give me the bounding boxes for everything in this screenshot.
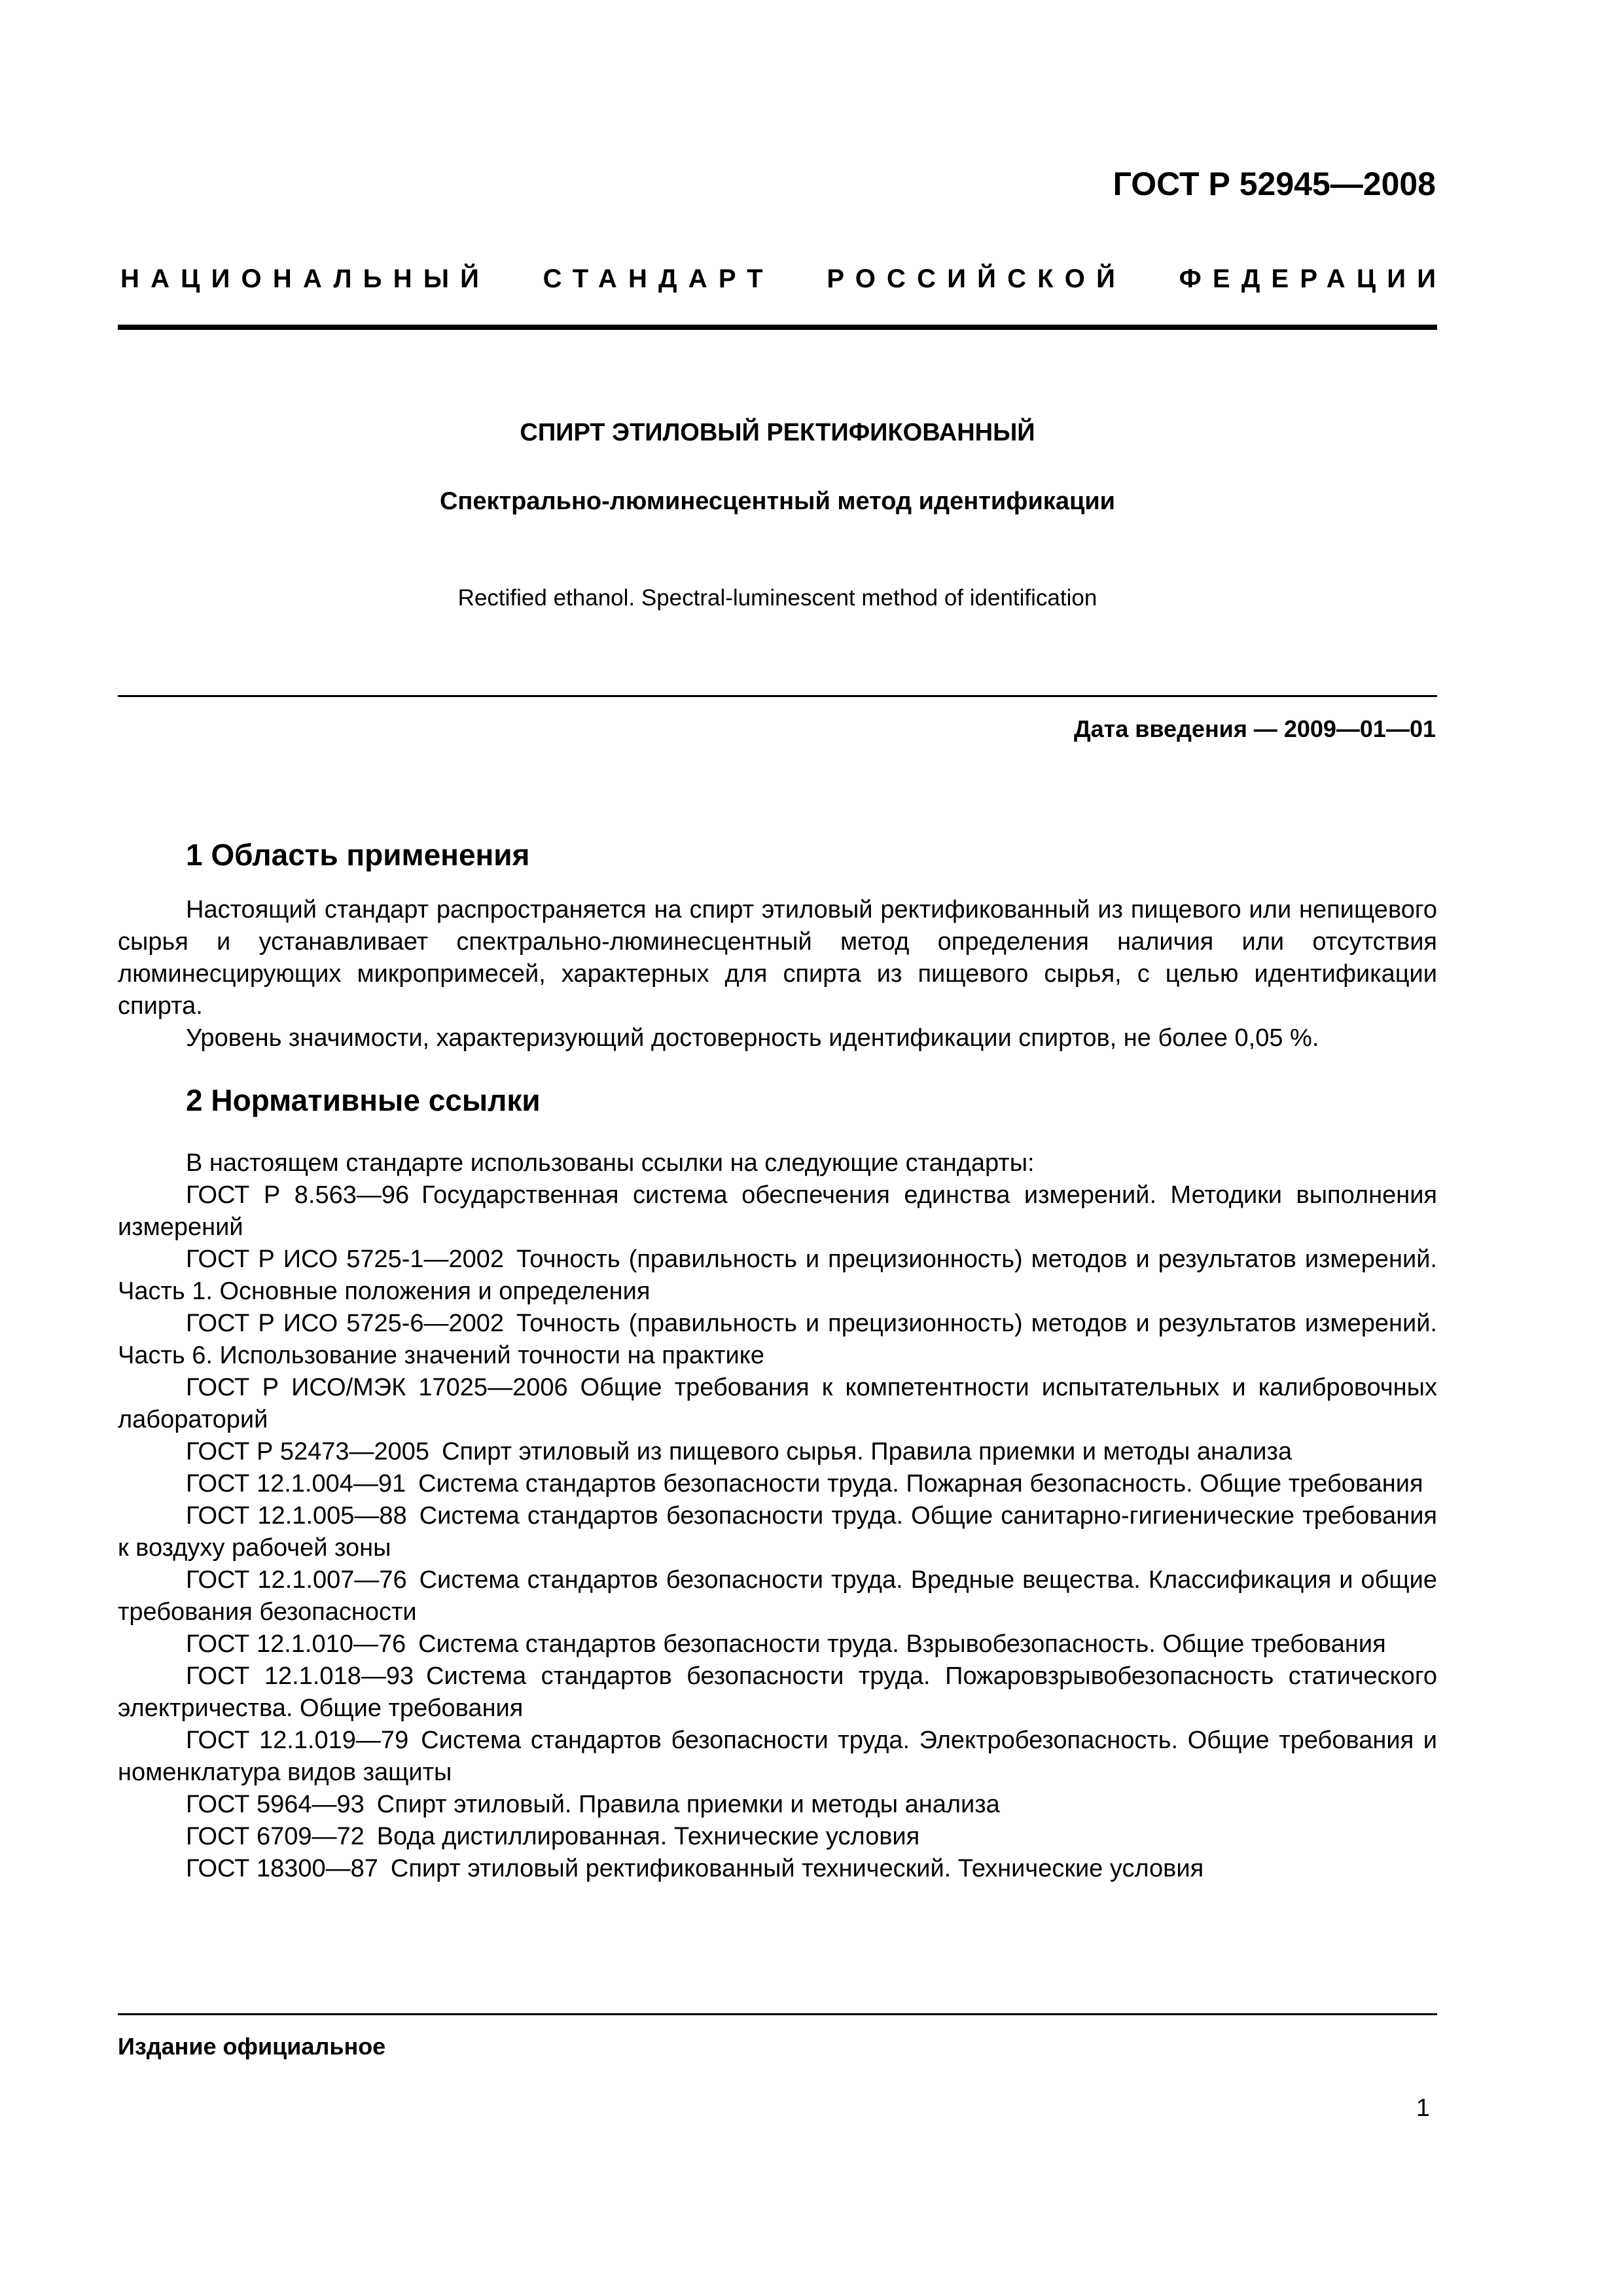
national-title-word: РОССИЙСКОЙ <box>827 264 1127 293</box>
reference-title: Спирт этиловый ректификованный технический. Технические условия <box>390 1855 1204 1882</box>
reference-title: Спирт этиловый из пищевого сырья. Правила приемки и методы анализа <box>442 1438 1293 1465</box>
reference-title: Система стандартов безопасности труда. Электробезопасность. Общие требования и номенклатура видов защиты <box>118 1727 1437 1786</box>
reference-item <box>118 1789 1437 1821</box>
reference-item <box>118 1436 1437 1468</box>
reference-item <box>118 1853 1437 1885</box>
document-body <box>118 835 1437 1885</box>
reference-item <box>118 1821 1437 1853</box>
national-standard-title <box>120 264 1448 294</box>
paragraph: Настоящий стандарт распространяется на спирт этиловый ректификованный из пищевого или непищевого сырья и устанавливает спектрально-люминесцентный метод определения наличия или отсутствия люминесцирующих микропримесей, характерных для спирта из пищевого сырья, с целью идентификации спирта. <box>118 896 1437 1020</box>
reference-item <box>118 1660 1437 1725</box>
reference-item <box>118 1179 1437 1244</box>
reference-code: ГОСТ Р 52473—2005 <box>186 1438 430 1465</box>
reference-item <box>118 1725 1437 1789</box>
national-title-word: СТАНДАРТ <box>543 264 774 293</box>
reference-code: ГОСТ 12.1.004—91 <box>186 1470 406 1498</box>
reference-code: ГОСТ Р ИСО 5725-6—2002 <box>186 1310 505 1337</box>
national-title-word: НАЦИОНАЛЬНЫЙ <box>120 264 491 293</box>
reference-code: ГОСТ 12.1.005—88 <box>186 1502 407 1530</box>
document-code: ГОСТ Р 52945—2008 <box>1113 166 1436 202</box>
reference-title: Спирт этиловый. Правила приемки и методы анализа <box>376 1791 1000 1818</box>
references-intro: В настоящем стандарте использованы ссылки на следующие стандарты: <box>186 1149 1035 1177</box>
paragraph: Уровень значимости, характеризующий достоверность идентификации спиртов, не более 0,05 %. <box>186 1024 1319 1052</box>
reference-title: Точность (правильность и прецизионность) методов и результатов измерений. Часть 1. Основные положения и определения <box>118 1246 1437 1305</box>
reference-code: ГОСТ Р ИСО 5725-1—2002 <box>186 1246 505 1273</box>
reference-title: Точность (правильность и прецизионность) методов и результатов измерений. Часть 6. Использование значений точности на практике <box>118 1310 1437 1369</box>
reference-code: ГОСТ 12.1.019—79 <box>186 1727 409 1754</box>
reference-item <box>118 1468 1437 1500</box>
reference-title: Система стандартов безопасности труда. Пожарная безопасность. Общие требования <box>418 1470 1423 1498</box>
reference-code: ГОСТ 12.1.007—76 <box>186 1566 407 1594</box>
reference-title: Государственная система обеспечения единства измерений. Методики выполнения измерений <box>118 1181 1437 1241</box>
title-divider <box>118 695 1437 697</box>
reference-code: ГОСТ 12.1.010—76 <box>186 1630 406 1658</box>
national-title-word: ФЕДЕРАЦИИ <box>1179 264 1448 293</box>
footer-divider <box>118 2013 1437 2015</box>
reference-title: Система стандартов безопасности труда. Вредные вещества. Классификация и общие требования безопасности <box>118 1566 1437 1626</box>
reference-item <box>118 1564 1437 1628</box>
reference-item <box>118 1500 1437 1564</box>
reference-title: Вода дистиллированная. Технические условия <box>376 1823 920 1850</box>
reference-title: Система стандартов безопасности труда. Взрывобезопасность. Общие требования <box>418 1630 1386 1658</box>
reference-title: Система стандартов безопасности труда. Общие санитарно-гигиенические требования к воздуху рабочей зоны <box>118 1502 1437 1562</box>
reference-item <box>118 1628 1437 1660</box>
reference-code: ГОСТ Р ИСО/МЭК 17025—2006 <box>186 1374 568 1401</box>
reference-title: Система стандартов безопасности труда. Пожаровзрывобезопасность статического электричества. Общие требования <box>118 1662 1437 1722</box>
reference-list <box>118 1179 1437 1885</box>
reference-code: ГОСТ 12.1.018—93 <box>186 1662 414 1690</box>
reference-code: ГОСТ 18300—87 <box>186 1855 378 1882</box>
section-references-body <box>118 1147 1437 1885</box>
section-scope-body <box>118 894 1437 1054</box>
introduction-date: Дата введения — 2009—01—01 <box>1073 715 1436 742</box>
reference-code: ГОСТ Р 8.563—96 <box>186 1181 410 1209</box>
reference-title: Общие требования к компетентности испытательных и калибровочных лабораторий <box>118 1374 1437 1433</box>
reference-item <box>118 1372 1437 1436</box>
reference-item <box>118 1308 1437 1372</box>
official-edition-label: Издание официальное <box>118 2033 386 2060</box>
document-title: СПИРТ ЭТИЛОВЫЙ РЕКТИФИКОВАННЫЙ <box>520 419 1035 446</box>
document-title-english: Rectified ethanol. Spectral-luminescent method of identification <box>457 585 1097 611</box>
reference-item <box>118 1244 1437 1308</box>
page-number: 1 <box>1416 2094 1430 2122</box>
reference-code: ГОСТ 6709—72 <box>186 1823 365 1850</box>
document-subtitle: Спектрально-люминесцентный метод идентификации <box>439 488 1116 515</box>
section-heading-scope: 1 Область применения <box>186 838 530 872</box>
reference-code: ГОСТ 5964—93 <box>186 1791 365 1818</box>
header-divider <box>118 325 1437 330</box>
section-heading-normative-references: 2 Нормативные ссылки <box>186 1083 541 1117</box>
